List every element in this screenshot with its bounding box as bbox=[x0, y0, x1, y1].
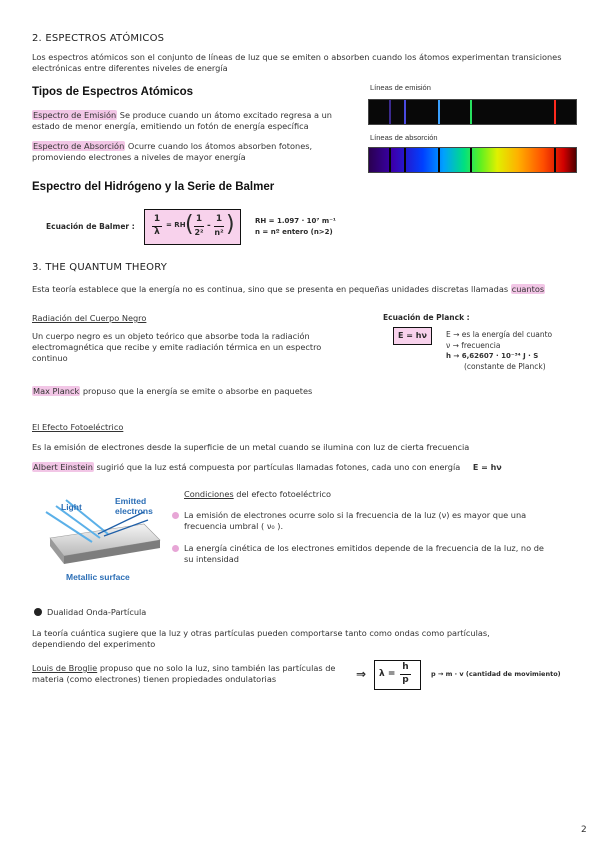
condition-1-line-1: La emisión de electrones ocurre solo si la frecuencia de la luz (ν) es mayor que una bbox=[184, 510, 527, 520]
de-broglie-lambda: λ = bbox=[379, 669, 396, 679]
absorption-spectrum-label: Espectro de Absorción bbox=[33, 141, 125, 151]
photoelectric-figure bbox=[32, 492, 167, 587]
emission-line-2: estado de menor energía, emitiendo un fotón de energía específica bbox=[32, 121, 309, 131]
types-heading: Tipos de Espectros Atómicos bbox=[32, 86, 194, 98]
de-broglie-line-2: materia (como electrones) tienen propiedades ondulatorias bbox=[32, 674, 277, 684]
de-broglie-p: p bbox=[402, 675, 409, 685]
planck-definitions bbox=[446, 330, 552, 372]
spectra-intro bbox=[32, 52, 592, 74]
balmer-equation-label: Ecuación de Balmer : bbox=[46, 222, 135, 231]
balmer-lambda: λ bbox=[154, 227, 160, 237]
planck-equation-box: E = hν bbox=[393, 327, 432, 345]
paren-close: ) bbox=[226, 212, 235, 237]
pink-bullet bbox=[172, 545, 179, 552]
black-body-text bbox=[32, 331, 352, 364]
quanta-highlight: cuantos bbox=[511, 284, 545, 294]
black-body-title: Radiación del Cuerpo Negro bbox=[32, 313, 147, 323]
planck-e-definition: E → es la energía del cuanto bbox=[446, 330, 553, 339]
black-body-line-3: continuo bbox=[32, 353, 68, 363]
emission-spectrum-text bbox=[32, 110, 352, 132]
absorption-figure-label: Líneas de absorción bbox=[370, 133, 438, 142]
conditions-rest: del efecto fotoeléctrico bbox=[236, 489, 331, 499]
section-2-title: 2. ESPECTROS ATÓMICOS bbox=[32, 33, 165, 44]
pink-bullet bbox=[172, 512, 179, 519]
black-body-line-2: electromagnética que recibe y emite radiación térmica en un espectro bbox=[32, 342, 322, 352]
einstein-highlight: Albert Einstein bbox=[33, 462, 93, 472]
max-planck-highlight: Max Planck bbox=[33, 386, 80, 396]
duality-line-2: dependiendo del experimento bbox=[32, 639, 156, 649]
conditions-underlined: Condiciones bbox=[184, 489, 234, 499]
einstein-sentence: sugirió que la luz está compuesta por partículas llamadas fotones, cada uno con energía bbox=[96, 462, 461, 472]
emitted-electrons-label bbox=[115, 496, 153, 516]
balmer-one-a: 1 bbox=[195, 214, 203, 224]
planck-v-definition: ν → frecuencia bbox=[446, 340, 501, 350]
dark-bullet-icon bbox=[34, 608, 42, 616]
fraction-bar bbox=[214, 226, 224, 227]
max-planck-sentence: propuso que la energía se emite o absorbe en paquetes bbox=[82, 386, 313, 396]
momentum-definition: p → m · v (cantidad de movimiento) bbox=[431, 670, 561, 678]
emission-line bbox=[470, 100, 472, 124]
paren-open: ( bbox=[185, 212, 194, 237]
section-3-title: 3. THE QUANTUM THEORY bbox=[32, 262, 168, 273]
black-body-line-1: Un cuerpo negro es un objeto teórico que absorbe toda la radiación bbox=[32, 331, 310, 341]
einstein-text bbox=[32, 462, 592, 473]
absorption-spectrum-image bbox=[368, 147, 577, 173]
quantum-intro-text: Esta teoría establece que la energía no es continua, sino que se presenta en pequeñas unidades discretas llamadas bbox=[32, 284, 509, 294]
rydberg-constant: RH = 1.097 · 10⁷ m⁻¹ bbox=[255, 217, 336, 225]
de-broglie-name: Louis de Broglie bbox=[32, 663, 98, 673]
emission-figure-label: Líneas de emisión bbox=[370, 83, 431, 92]
balmer-heading: Espectro del Hidrógeno y la Serie de Balmer bbox=[32, 181, 275, 193]
condition-2-line-1: La energía cinética de los electrones emitidos depende de la frecuencia de la luz, no de bbox=[184, 543, 544, 553]
balmer-constants bbox=[255, 216, 336, 238]
de-broglie-text bbox=[32, 663, 362, 685]
emission-line bbox=[404, 100, 406, 124]
absorption-line bbox=[438, 148, 440, 172]
electrons-label: electrons bbox=[115, 506, 153, 516]
planck-constant-note: (constante de Planck) bbox=[464, 361, 546, 371]
emission-spectrum-label: Espectro de Emisión bbox=[33, 110, 117, 120]
light-label: Light bbox=[61, 502, 82, 512]
absorption-line-2: promoviendo electrones a niveles de mayor energía bbox=[32, 152, 246, 162]
photoelectric-title: El Efecto Fotoeléctrico bbox=[32, 422, 124, 432]
duality-text bbox=[32, 628, 592, 650]
absorption-line-1: Ocurre cuando los átomos absorben fotones, bbox=[127, 141, 313, 151]
implies-arrow-icon: ⇒ bbox=[356, 667, 367, 681]
max-planck-text bbox=[32, 386, 432, 397]
de-broglie-equation-box bbox=[374, 660, 421, 690]
page-number: 2 bbox=[581, 825, 587, 835]
condition-2 bbox=[172, 543, 572, 565]
duality-title: Dualidad Onda-Partícula bbox=[47, 607, 147, 617]
condition-1-line-2: frecuencia umbral ( ν₀ ). bbox=[184, 521, 284, 531]
absorption-line bbox=[404, 148, 406, 172]
photoelectric-definition: Es la emisión de electrones desde la superficie de un metal cuando se ilumina con luz de cierta frecuencia bbox=[32, 442, 470, 452]
planck-h-value: h → 6,62607 · 10⁻³⁴ J · S bbox=[446, 352, 539, 360]
balmer-numerator: 1 bbox=[153, 214, 161, 224]
emission-line bbox=[438, 100, 440, 124]
absorption-spectrum-text bbox=[32, 141, 352, 163]
emission-line bbox=[554, 100, 556, 124]
balmer-one-b: 1 bbox=[215, 214, 223, 224]
balmer-two-squared: 2² bbox=[194, 228, 204, 237]
absorption-line bbox=[470, 148, 472, 172]
condition-2-line-2: su intensidad bbox=[184, 554, 239, 564]
einstein-equation: E = hν bbox=[472, 463, 502, 472]
duality-heading bbox=[34, 607, 146, 618]
emission-line bbox=[389, 100, 391, 124]
absorption-line bbox=[389, 148, 391, 172]
balmer-minus: - bbox=[207, 221, 211, 231]
conditions-title bbox=[184, 489, 331, 500]
balmer-n-squared: n² bbox=[214, 228, 224, 237]
duality-line-1: La teoría cuántica sugiere que la luz y otras partículas pueden comportarse tanto como ondas como partículas, bbox=[32, 628, 490, 638]
balmer-rh: = RH bbox=[166, 221, 186, 229]
absorption-line bbox=[554, 148, 556, 172]
planck-equation-label: Ecuación de Planck : bbox=[383, 313, 470, 322]
spectra-intro-line-1: Los espectros atómicos son el conjunto de líneas de luz que se emiten o absorben cuando los átomos experimentan transiciones bbox=[32, 52, 562, 62]
emission-spectrum-image bbox=[368, 99, 577, 125]
de-broglie-line-1: propuso que no solo la luz, sino también las partículas de bbox=[99, 663, 336, 673]
emitted-label: Emitted bbox=[115, 496, 147, 506]
metallic-surface-label: Metallic surface bbox=[66, 572, 130, 582]
quantum-intro bbox=[32, 284, 592, 295]
de-broglie-h: h bbox=[402, 662, 409, 672]
spectra-intro-line-2: electrónicas entre diferentes niveles de energía bbox=[32, 63, 228, 73]
emission-line-1: Se produce cuando un átomo excitado regresa a un bbox=[119, 110, 332, 120]
balmer-equation-box bbox=[144, 209, 241, 245]
balmer-n-definition: n = nº entero (n>2) bbox=[255, 228, 333, 236]
condition-1 bbox=[172, 510, 572, 532]
fraction-bar bbox=[194, 226, 204, 227]
